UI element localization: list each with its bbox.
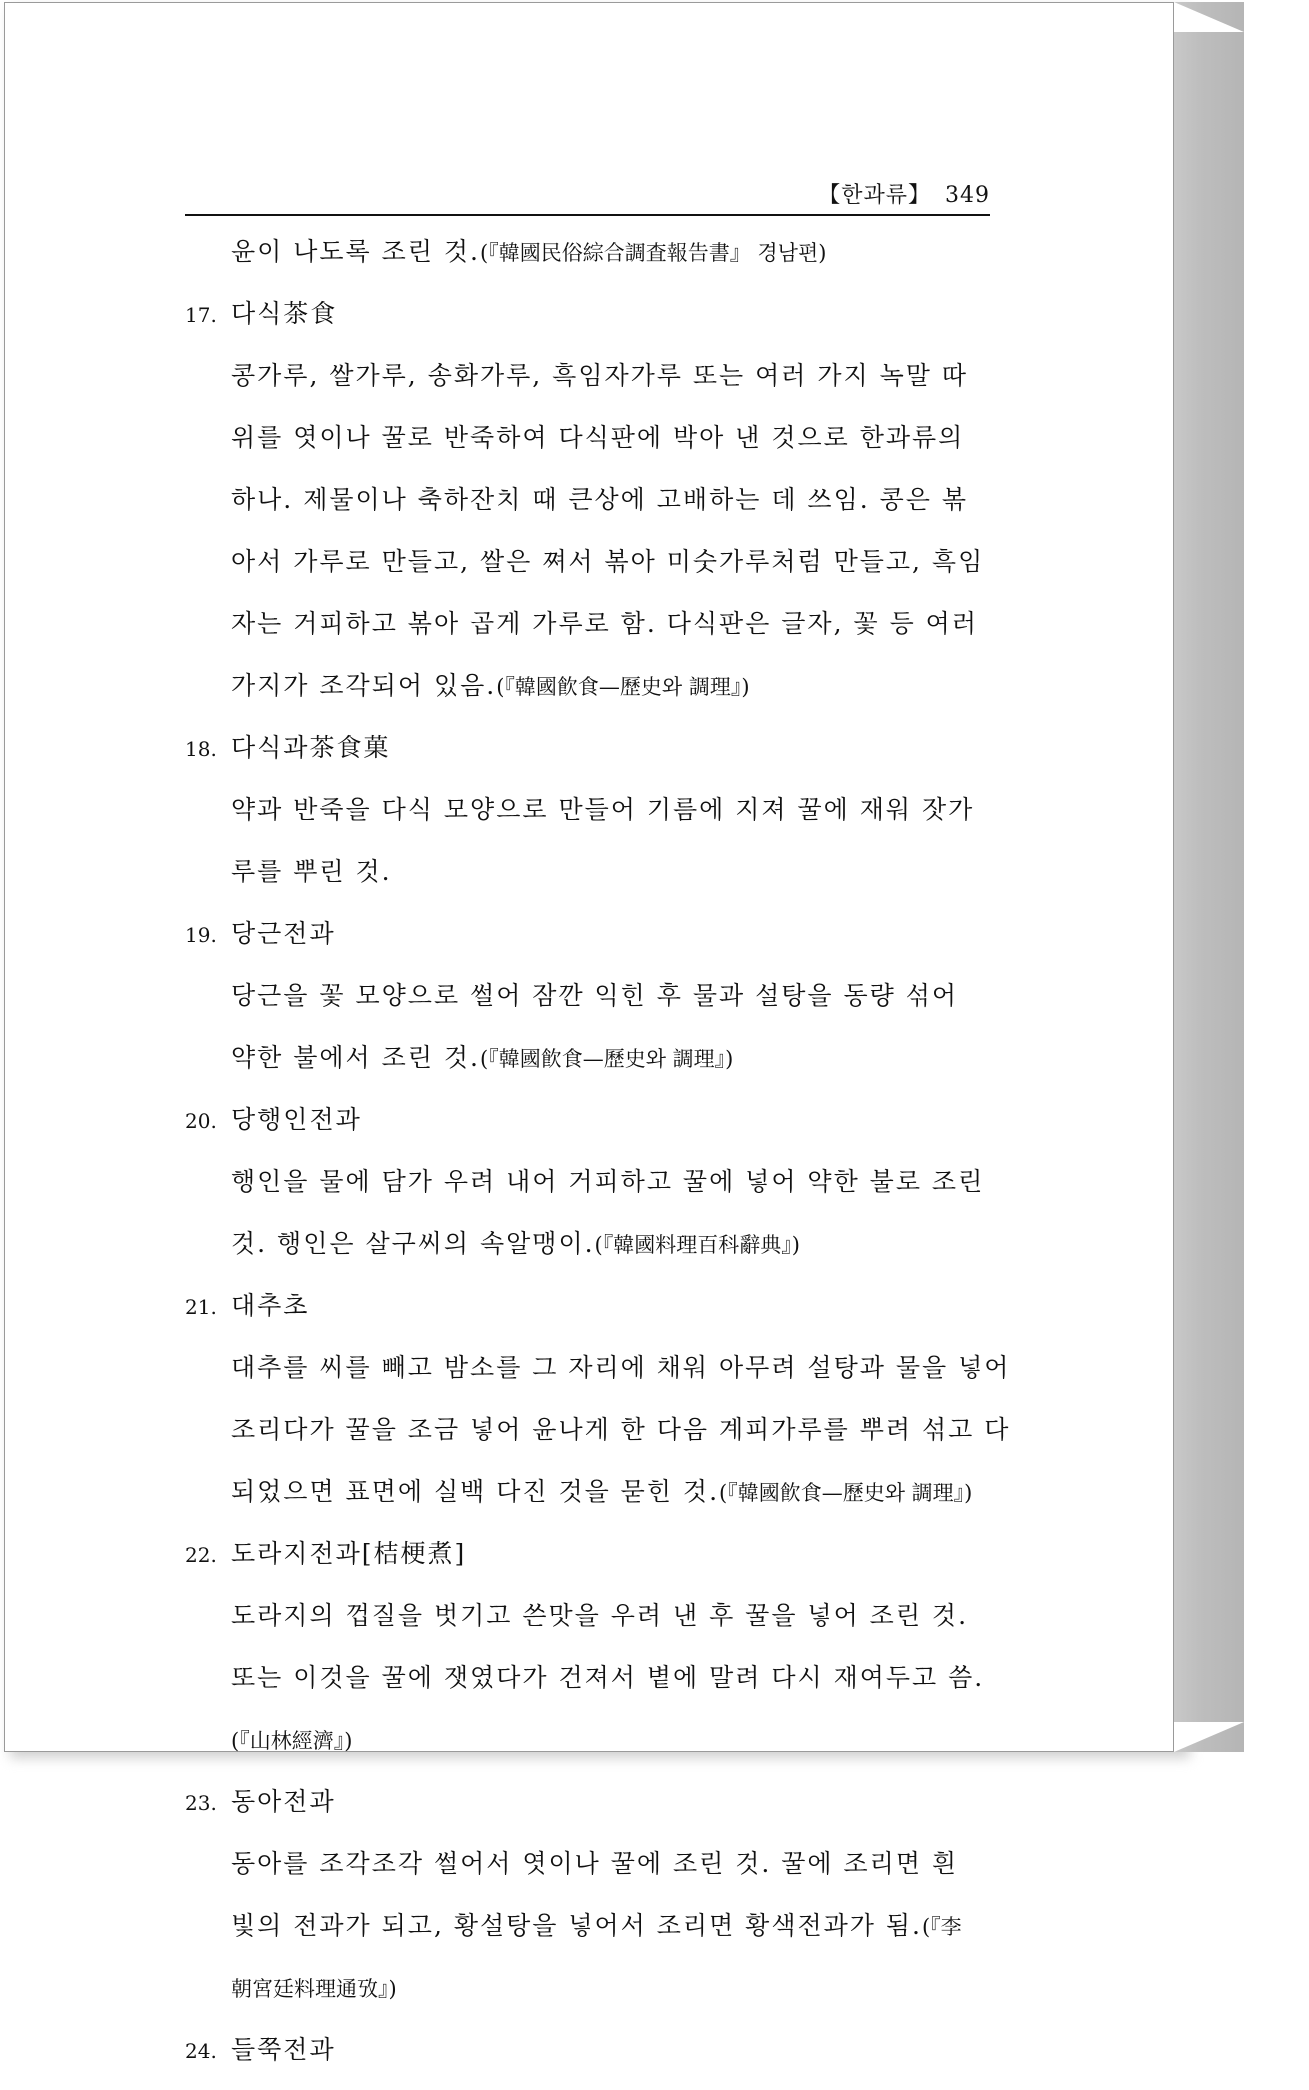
entry-text-line	[185, 354, 990, 397]
header-text	[804, 178, 990, 209]
entry-number: 23.	[185, 1791, 217, 1815]
entry-number: 22.	[185, 1543, 217, 1567]
entry-title: 들쭉전과	[231, 2035, 336, 2064]
entry-number: 18.	[185, 737, 217, 761]
spacer	[185, 645, 990, 664]
line-text: 도라지의 껍질을 벗기고 쓴맛을 우려 낸 후 꿀을 넣어 조린 것.	[231, 1601, 969, 1630]
page-edge	[1174, 2, 1244, 1752]
section-title: 【한과류】	[818, 183, 931, 208]
header-rule	[185, 214, 990, 216]
entry-text-line	[185, 1842, 990, 1885]
entry-number: 20.	[185, 1109, 217, 1133]
spacer	[185, 1761, 990, 1780]
spacer	[185, 707, 990, 726]
entry-text-line	[185, 1904, 990, 1947]
spacer	[185, 1265, 990, 1284]
source-citation: (『韓國民俗綜合調査報告書』 경남편)	[480, 241, 827, 265]
entry-title: 대추초	[231, 1291, 310, 1320]
entry-text-line	[185, 478, 990, 521]
spacer	[185, 1451, 990, 1470]
line-text: 윤이 나도록 조린 것.	[231, 237, 480, 266]
spacer	[185, 1017, 990, 1036]
line-text: 동아를 조각조각 썰어서 엿이나 꿀에 조린 것. 꿀에 조리면 흰	[231, 1849, 959, 1878]
entry-heading	[185, 1780, 990, 1823]
entry-number: 17.	[185, 303, 217, 327]
spacer	[185, 1885, 990, 1904]
line-text: 약과 반죽을 다식 모양으로 만들어 기름에 지져 꿀에 재워 잣가	[231, 795, 975, 824]
page-number: 349	[945, 183, 990, 208]
entry-title: 다식과茶食菓	[231, 733, 391, 762]
entry-heading	[185, 2028, 990, 2071]
entry-text-line	[185, 1222, 990, 1265]
entry-heading	[185, 726, 990, 769]
entry-text-line	[185, 788, 990, 831]
spacer	[185, 273, 990, 292]
line-text: 것. 행인은 살구씨의 속알맹이.	[231, 1229, 595, 1258]
entry-text-line	[185, 974, 990, 1017]
entry-heading	[185, 912, 990, 955]
line-text: 아서 가루로 만들고, 쌀은 쪄서 볶아 미숫가루처럼 만들고, 흑임	[231, 547, 985, 576]
spacer	[185, 893, 990, 912]
entry-heading	[185, 1532, 990, 1575]
spacer	[185, 769, 990, 788]
entry-text-line	[185, 1656, 990, 1699]
spacer	[185, 1947, 990, 1966]
entry-text-line	[185, 416, 990, 459]
spacer	[185, 1513, 990, 1532]
source-citation: (『李	[921, 1915, 962, 1939]
spacer	[185, 521, 990, 540]
line-text: 빛의 전과가 되고, 황설탕을 넣어서 조리면 황색전과가 됨.	[231, 1911, 922, 1940]
entry-text-line	[185, 540, 990, 583]
source-citation: (『山林經濟』)	[231, 1729, 353, 1753]
entry-heading	[185, 1098, 990, 1141]
entry-text-line	[185, 1718, 990, 1761]
spacer	[185, 1699, 990, 1718]
line-text: 자는 거피하고 볶아 곱게 가루로 함. 다식판은 글자, 꽃 등 여러	[231, 609, 978, 638]
entry-text-line	[185, 1594, 990, 1637]
line-text: 당근을 꽃 모양으로 썰어 잠깐 익힌 후 물과 설탕을 동량 섞어	[231, 981, 959, 1010]
spacer	[185, 1575, 990, 1594]
source-citation: (『韓國飮食—歷史와 調理』)	[719, 1481, 973, 1505]
page-content	[185, 230, 1011, 2090]
spacer	[185, 1141, 990, 1160]
spacer	[185, 1079, 990, 1098]
spacer	[185, 2009, 990, 2028]
line-text: 대추를 씨를 빼고 밤소를 그 자리에 채워 아무려 설탕과 물을 넣어	[231, 1353, 1011, 1382]
spacer	[185, 1389, 990, 1408]
spacer	[185, 2071, 990, 2090]
entry-title: 도라지전과[桔梗煮]	[231, 1539, 467, 1568]
entry-text-line	[185, 1036, 990, 1079]
running-header	[185, 178, 990, 210]
line-text: 약한 불에서 조린 것.	[231, 1043, 480, 1072]
entry-text-line	[185, 1408, 1011, 1451]
spacer	[185, 1203, 990, 1222]
line-text: 가지가 조각되어 있음.	[231, 671, 497, 700]
source-citation: (『韓國飮食—歷史와 調理』)	[480, 1047, 734, 1071]
entry-title: 동아전과	[231, 1787, 336, 1816]
entry-text-line	[185, 850, 990, 893]
line-text: 되었으면 표면에 실백 다진 것을 묻힌 것.	[231, 1477, 720, 1506]
spacer	[185, 397, 990, 416]
line-text: 루를 뿌린 것.	[231, 857, 392, 886]
spacer	[185, 831, 990, 850]
entry-text-line	[185, 1966, 990, 2009]
entry-title: 다식茶食	[231, 299, 338, 328]
entry-heading	[185, 1284, 990, 1327]
entry-number: 21.	[185, 1295, 217, 1319]
entry-text-line	[185, 1160, 990, 1203]
entry-number: 24.	[185, 2039, 217, 2063]
source-citation: 朝宮廷料理通攷』)	[231, 1977, 397, 2001]
entry-text-line	[185, 230, 990, 273]
line-text: 하나. 제물이나 축하잔치 때 큰상에 고배하는 데 쓰임. 콩은 볶	[231, 485, 969, 514]
entry-text-line	[185, 1470, 990, 1513]
entry-text-line	[185, 602, 990, 645]
spacer	[185, 1823, 990, 1842]
entry-title: 당행인전과	[231, 1105, 362, 1134]
spacer	[185, 335, 990, 354]
spacer	[185, 1637, 990, 1656]
entry-text-line	[185, 664, 990, 707]
entry-number: 19.	[185, 923, 217, 947]
entry-text-line	[185, 1346, 1011, 1389]
spacer	[185, 583, 990, 602]
entry-heading	[185, 292, 990, 335]
line-text: 행인을 물에 담가 우려 내어 거피하고 꿀에 넣어 약한 불로 조린	[231, 1167, 985, 1196]
line-text: 위를 엿이나 꿀로 반죽하여 다식판에 박아 낸 것으로 한과류의	[231, 423, 965, 452]
entry-title: 당근전과	[231, 919, 336, 948]
line-text: 조리다가 꿀을 조금 넣어 윤나게 한 다음 계피가루를 뿌려 섞고 다	[231, 1415, 1011, 1444]
source-citation: (『韓國飮食—歷史와 調理』)	[496, 675, 750, 699]
line-text: 콩가루, 쌀가루, 송화가루, 흑임자가루 또는 여러 가지 녹말 따	[231, 361, 969, 390]
spacer	[185, 459, 990, 478]
spacer	[185, 955, 990, 974]
spacer	[185, 1327, 990, 1346]
line-text: 또는 이것을 꿀에 잿였다가 건져서 볕에 말려 다시 재여두고 씀.	[231, 1663, 985, 1692]
source-citation: (『韓國料理百科辭典』)	[594, 1233, 800, 1257]
